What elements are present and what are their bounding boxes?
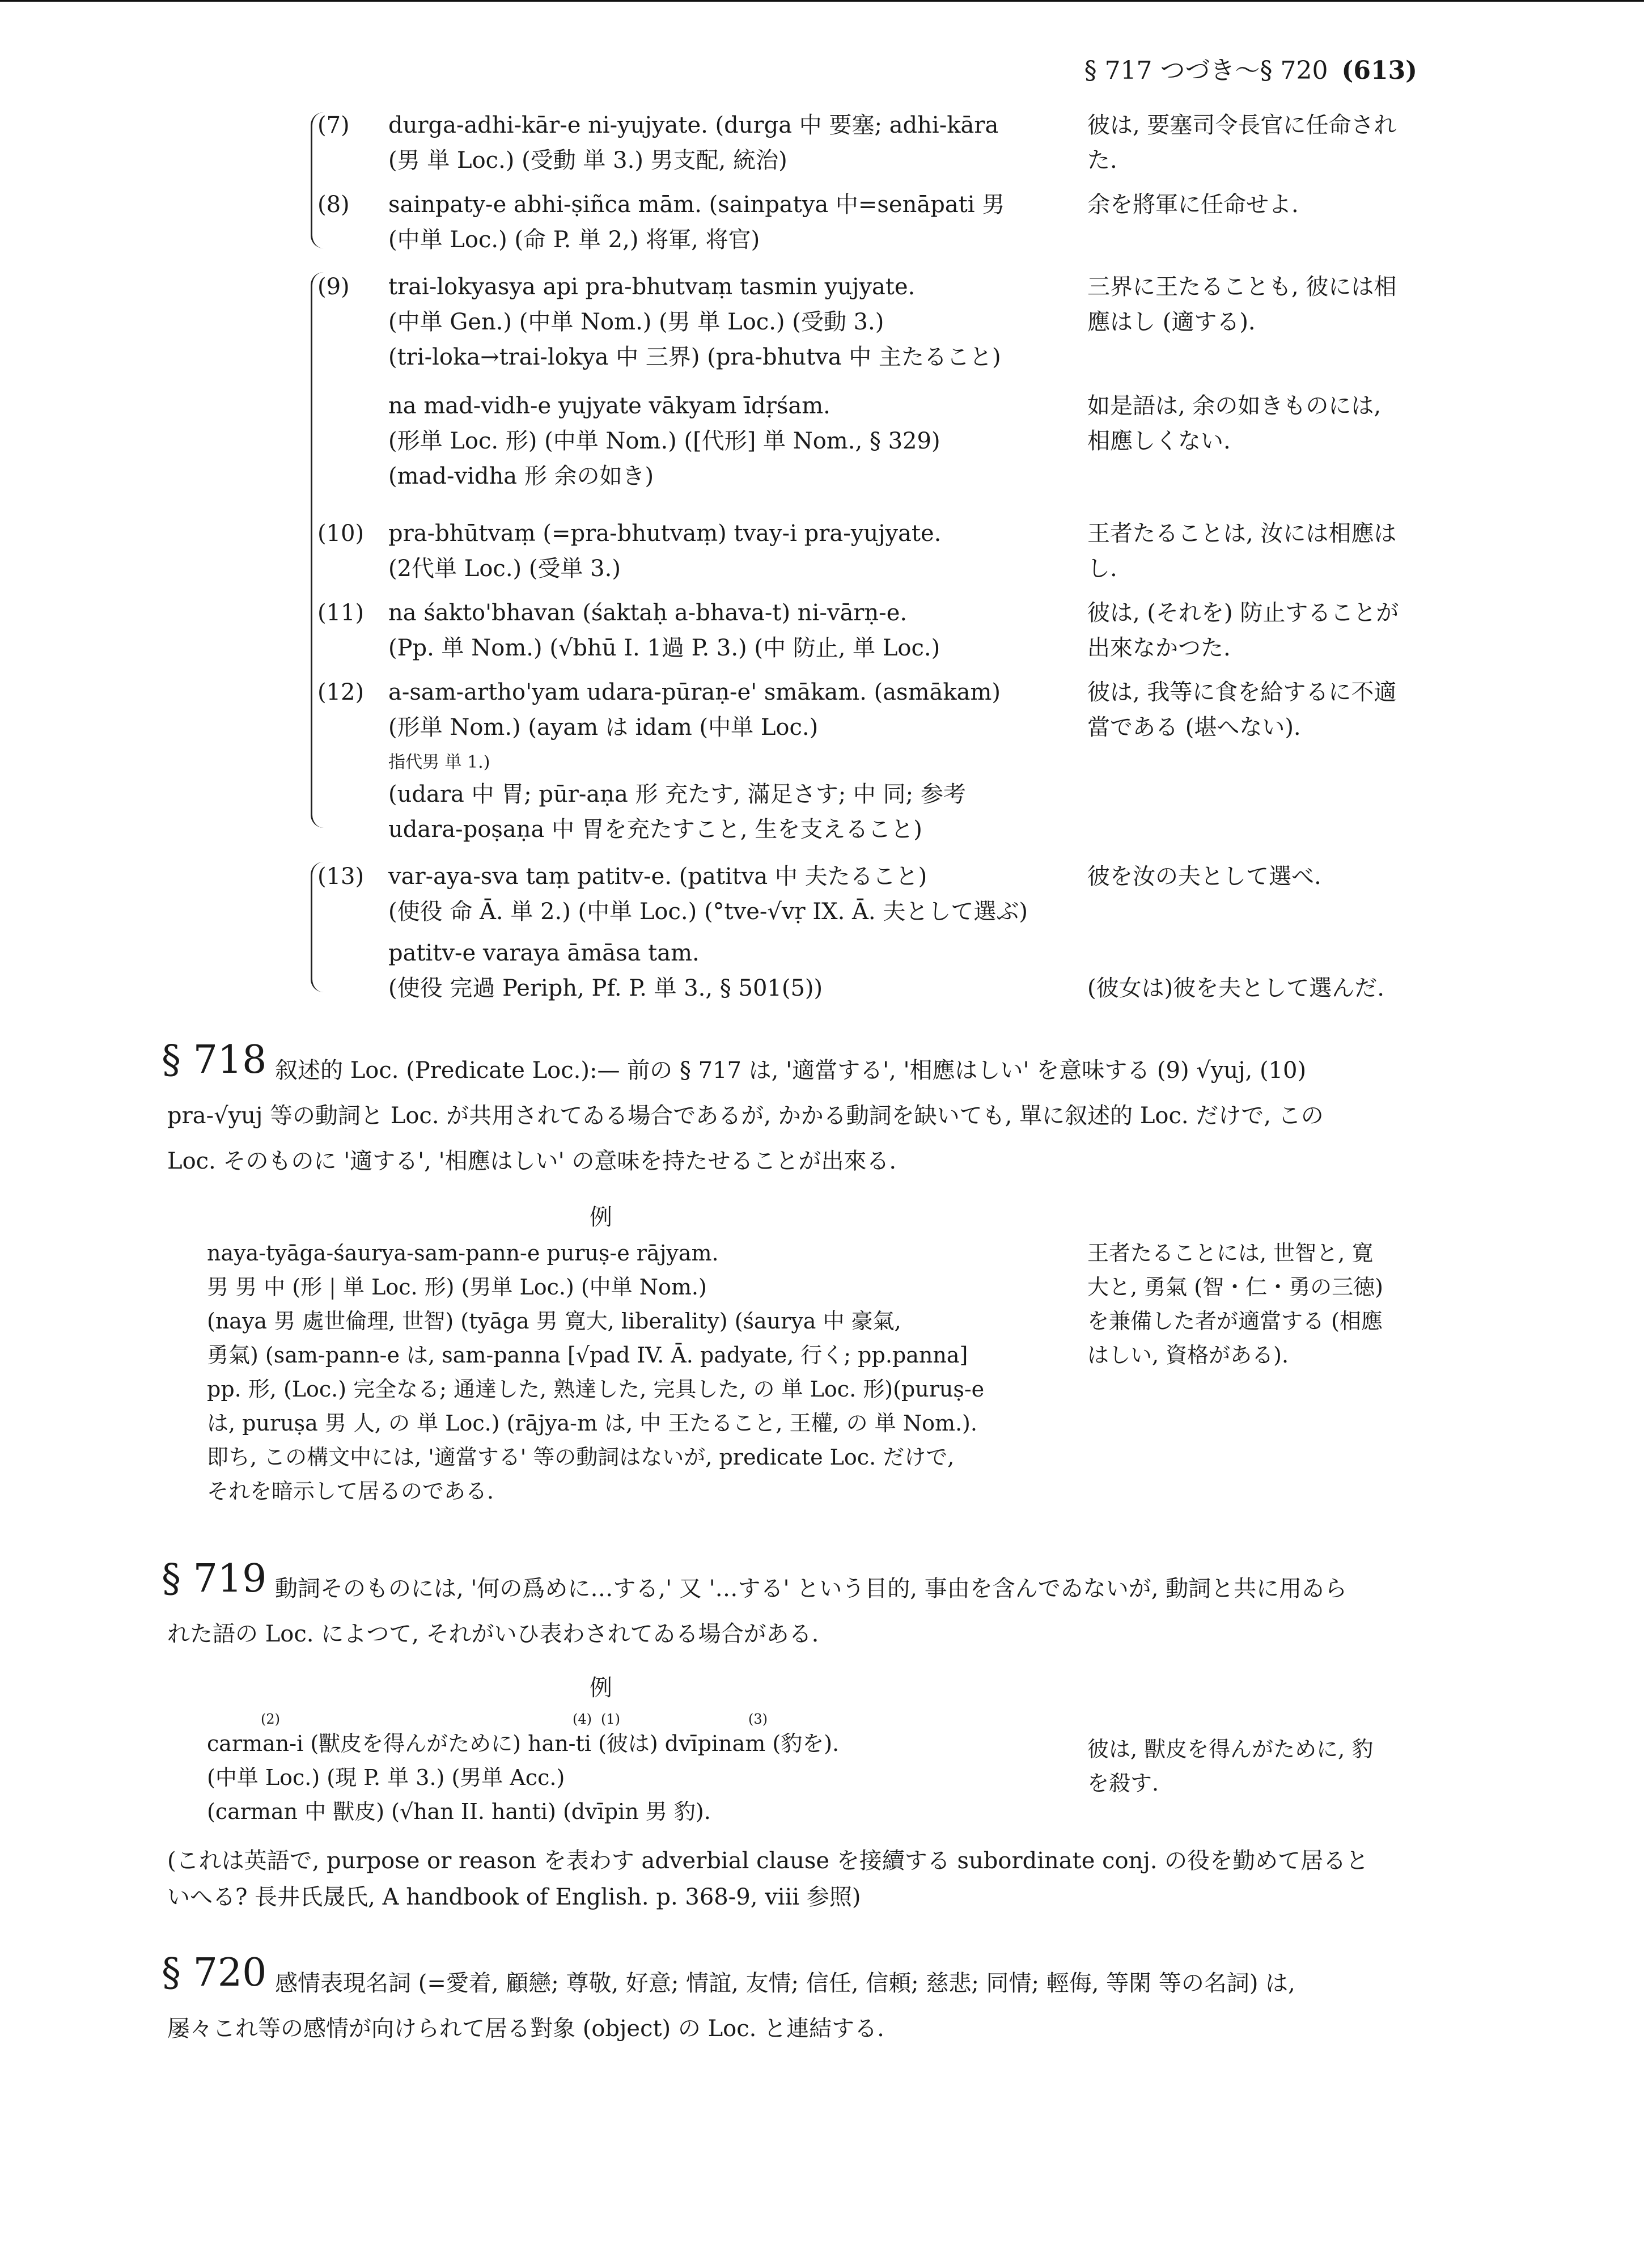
example-line: (naya 男 處世倫理, 世智) (tyāga 男 寛大, liberality) (śaurya 中 豪氣, (207, 1309, 901, 1334)
example-line: carman-i (獸皮を得んがために) han-ti (彼は) dvīpinam (豹を). (207, 1731, 840, 1756)
source-line: (tri-loka→trai-lokya 中 三界) (pra-bhutva 中 主たること) (388, 344, 1001, 370)
source-line: (udara 中 胃; pūr-aṇa 形 充たす, 滿足さす; 中 同; 参考 (388, 781, 966, 807)
page-number: (613) (1341, 56, 1417, 85)
example-source (388, 595, 1040, 666)
section-718-body (167, 1048, 1397, 1184)
source-line: patitv-e varaya āmāsa tam. (388, 940, 700, 966)
example-number: (10) (317, 521, 365, 547)
source-line: sainpaty-e abhi-ṣiñca mām. (sainpatya 中=senāpati 男 (388, 192, 1005, 218)
example-line: それを暗示して居るのである. (207, 1479, 494, 1504)
translation-line: 應はし (適する). (1087, 309, 1256, 335)
source-line: (2代単 Loc.) (受単 3.) (388, 556, 621, 582)
translation-line: 出來なかつた. (1087, 635, 1231, 661)
example-number: (13) (317, 864, 365, 890)
section-719-note (167, 1843, 1403, 1915)
section-719-number: § 719 (162, 1556, 267, 1601)
source-line: trai-lokyasya api pra-bhutvaṃ tasmin yujyate. (388, 274, 916, 300)
example-source (388, 269, 1040, 375)
example-line: pp. 形, (Loc.) 完全なる; 通達した, 熟達した, 完具した, の 単 Loc. 形)(puruṣ-e (207, 1377, 985, 1402)
example-source (388, 675, 1040, 780)
example-translation (1087, 388, 1405, 459)
translation-line: はしい, 資格がある). (1087, 1343, 1289, 1368)
body-line: 屡々これ等の感情が向けられて居る對象 (object) の Loc. と連結する. (167, 2016, 884, 2042)
translation-line: を兼備した者が適當する (相應 (1087, 1309, 1383, 1334)
example-translation (1087, 936, 1405, 1006)
example-source (388, 516, 1040, 586)
body-line: 感情表現名詞 (=愛着, 顧戀; 尊敬, 好意; 情誼, 友情; 信任, 信頼; 慈悲; 同情; 輕侮, 等閑 等の名詞) は, (275, 1970, 1295, 1996)
order-mark: (2) (261, 1711, 280, 1727)
top-rule (0, 0, 1644, 2)
note-line: いへる? 長井氏晟氏, A handbook of English. p. 368-9, viii 参照) (167, 1884, 861, 1910)
translation-line: 王者たることは, 汝には相應は (1087, 521, 1397, 547)
translation-line (1087, 936, 1405, 971)
source-line: (形単 Nom.) (ayam は idam (中単 Loc.) (388, 714, 819, 741)
example-translation (1087, 516, 1405, 586)
example-source (388, 108, 1040, 178)
example-number: (12) (317, 679, 365, 705)
translation-line: 彼は, (それを) 防止することが (1087, 600, 1399, 626)
example-source (388, 388, 1040, 494)
translation-line: 大と, 勇氣 (智・仁・勇の三徳) (1087, 1275, 1383, 1300)
source-line: (男 単 Loc.) (受動 単 3.) 男支配, 統治) (388, 147, 787, 174)
example-translation (1087, 595, 1405, 666)
translation-line: 當である (堪へない). (1087, 714, 1301, 741)
example-source (388, 777, 1040, 847)
source-line: (中単 Loc.) (命 P. 単 2,) 将軍, 将官) (388, 227, 760, 253)
order-mark: (1) (601, 1711, 620, 1727)
translation-line: 彼は, 獸皮を得んがために, 豹 (1087, 1737, 1374, 1762)
order-mark: (3) (748, 1711, 768, 1727)
example-line: は, puruṣa 男 人, の 単 Loc.) (rājya-m は, 中 王たること, 王權, の 単 Nom.). (207, 1411, 977, 1436)
example-line: 勇氣) (sam-pann-e は, sam-panna [√pad IV. Ā. padyate, 行く; pp.panna] (207, 1343, 968, 1368)
example-line: 即ち, この構文中には, '適當する' 等の動詞はないが, predicate Loc. だけで, (207, 1445, 955, 1470)
example-line: naya-tyāga-śaurya-sam-pann-e puruṣ-e rājyam. (207, 1241, 719, 1266)
translation-line: し. (1087, 556, 1117, 582)
source-line: (形単 Loc. 形) (中単 Nom.) ([代形] 単 Nom., § 329) (388, 428, 940, 454)
example-number: (7) (317, 112, 350, 138)
source-line: pra-bhūtvaṃ (=pra-bhutvaṃ) tvay-i pra-yujyate. (388, 521, 942, 547)
source-line: 指代男 単 1.) (388, 752, 490, 772)
example-source (388, 859, 1040, 929)
translation-line: 如是語は, 余の如きものには, (1087, 393, 1382, 419)
translation-line: 三界に王たることも, 彼には相 (1087, 274, 1397, 300)
section-719-example (207, 1727, 1069, 1829)
order-mark: (4) (573, 1711, 592, 1727)
example-number: (9) (317, 274, 350, 300)
translation-line: 相應しくない. (1087, 428, 1231, 454)
translation-line: を殺す. (1087, 1771, 1159, 1796)
section-720-body (167, 1961, 1397, 2051)
source-line: (Pp. 単 Nom.) (√bhū I. 1過 P. 3.) (中 防止, 単 Loc.) (388, 635, 940, 661)
example-number: (11) (317, 600, 365, 626)
section-719-translation (1087, 1732, 1427, 1800)
note-line: (これは英語で, purpose or reason を表わす adverbial clause を接續する subordinate conj. の役を勤めて居ると (167, 1848, 1369, 1874)
example-translation (1087, 859, 1405, 894)
section-range: § 717 つづき〜§ 720 (1084, 56, 1328, 85)
section-718-example (207, 1236, 1069, 1508)
example-number: (8) (317, 192, 350, 218)
example-line: 男 男 中 (形 | 単 Loc. 形) (男単 Loc.) (中単 Nom.) (207, 1275, 707, 1300)
translation-line: (彼女は)彼を夫として選んだ. (1087, 975, 1384, 1001)
source-line: var-aya-sva taṃ patitv-e. (patitva 中 夫たること) (388, 864, 927, 890)
body-line: 動詞そのものには, '何の爲めに…する,' 又 '…する' という目的, 事由を含んでゐないが, 動詞と共に用ゐら (275, 1576, 1348, 1602)
translation-line: 彼を汝の夫として選べ. (1087, 864, 1321, 890)
example-translation (1087, 108, 1405, 178)
example-translation (1087, 269, 1405, 340)
page-header (1084, 50, 1417, 86)
source-line: (mad-vidha 形 余の如き) (388, 463, 654, 489)
section-719-body (167, 1566, 1397, 1657)
example-translation (1087, 675, 1405, 745)
source-line: na mad-vidh-e yujyate vākyam īdṛśam. (388, 393, 831, 419)
example-source (388, 936, 1040, 1006)
source-line: durga-adhi-kār-e ni-yujyate. (durga 中 要塞; adhi-kāra (388, 112, 999, 138)
section-718-translation (1087, 1236, 1427, 1372)
source-line: (使役 命 Ā. 単 2.) (中単 Loc.) (°tve-√vṛ IX. Ā. 夫として選ぶ) (388, 899, 1028, 925)
body-line: れた語の Loc. によつて, それがいひ表わされてゐる場合がある. (167, 1621, 819, 1647)
example-source (388, 187, 1040, 257)
body-line: pra-√yuj 等の動詞と Loc. が共用されてゐる場合であるが, かかる動詞を缺いても, 單に叙述的 Loc. だけで, この (167, 1103, 1324, 1129)
example-line: (中単 Loc.) (現 P. 単 3.) (男単 Acc.) (207, 1765, 565, 1790)
translation-line: た. (1087, 147, 1117, 174)
translation-line: 王者たることには, 世智と, 寛 (1087, 1241, 1374, 1266)
body-line: 叙述的 Loc. (Predicate Loc.):— 前の § 717 は, '適當する', '相應はしい' を意味する (9) √yuj, (10) (275, 1057, 1307, 1084)
source-line: (中単 Gen.) (中単 Nom.) (男 単 Loc.) (受動 3.) (388, 309, 884, 335)
body-line: Loc. そのものに '適する', '相應はしい' の意味を持たせることが出來る. (167, 1148, 897, 1174)
translation-line: 彼は, 要塞司令長官に任命され (1087, 112, 1397, 138)
translation-line: 彼は, 我等に食を給するに不適 (1087, 679, 1397, 705)
section-718-number: § 718 (162, 1038, 267, 1082)
source-line: a-sam-artho'yam udara-pūraṇ-e' smākam. (asmākam) (388, 679, 1001, 705)
section-720-number: § 720 (162, 1950, 267, 1995)
example-line: (carman 中 獸皮) (√han II. hanti) (dvīpin 男 豹). (207, 1799, 711, 1824)
example-translation (1087, 187, 1405, 222)
source-line: udara-poṣaṇa 中 胃を充たすこと, 生を支えること) (388, 816, 922, 843)
translation-line: 余を將軍に任命せよ. (1087, 192, 1299, 218)
source-line: na śakto'bhavan (śaktaḥ a-bhava-t) ni-vārṇ-e. (388, 600, 908, 626)
section-719-rei: 例 (590, 1675, 612, 1701)
section-718-rei: 例 (590, 1204, 612, 1230)
source-line: (使役 完過 Periph, Pf. P. 単 3., § 501(5)) (388, 975, 823, 1001)
